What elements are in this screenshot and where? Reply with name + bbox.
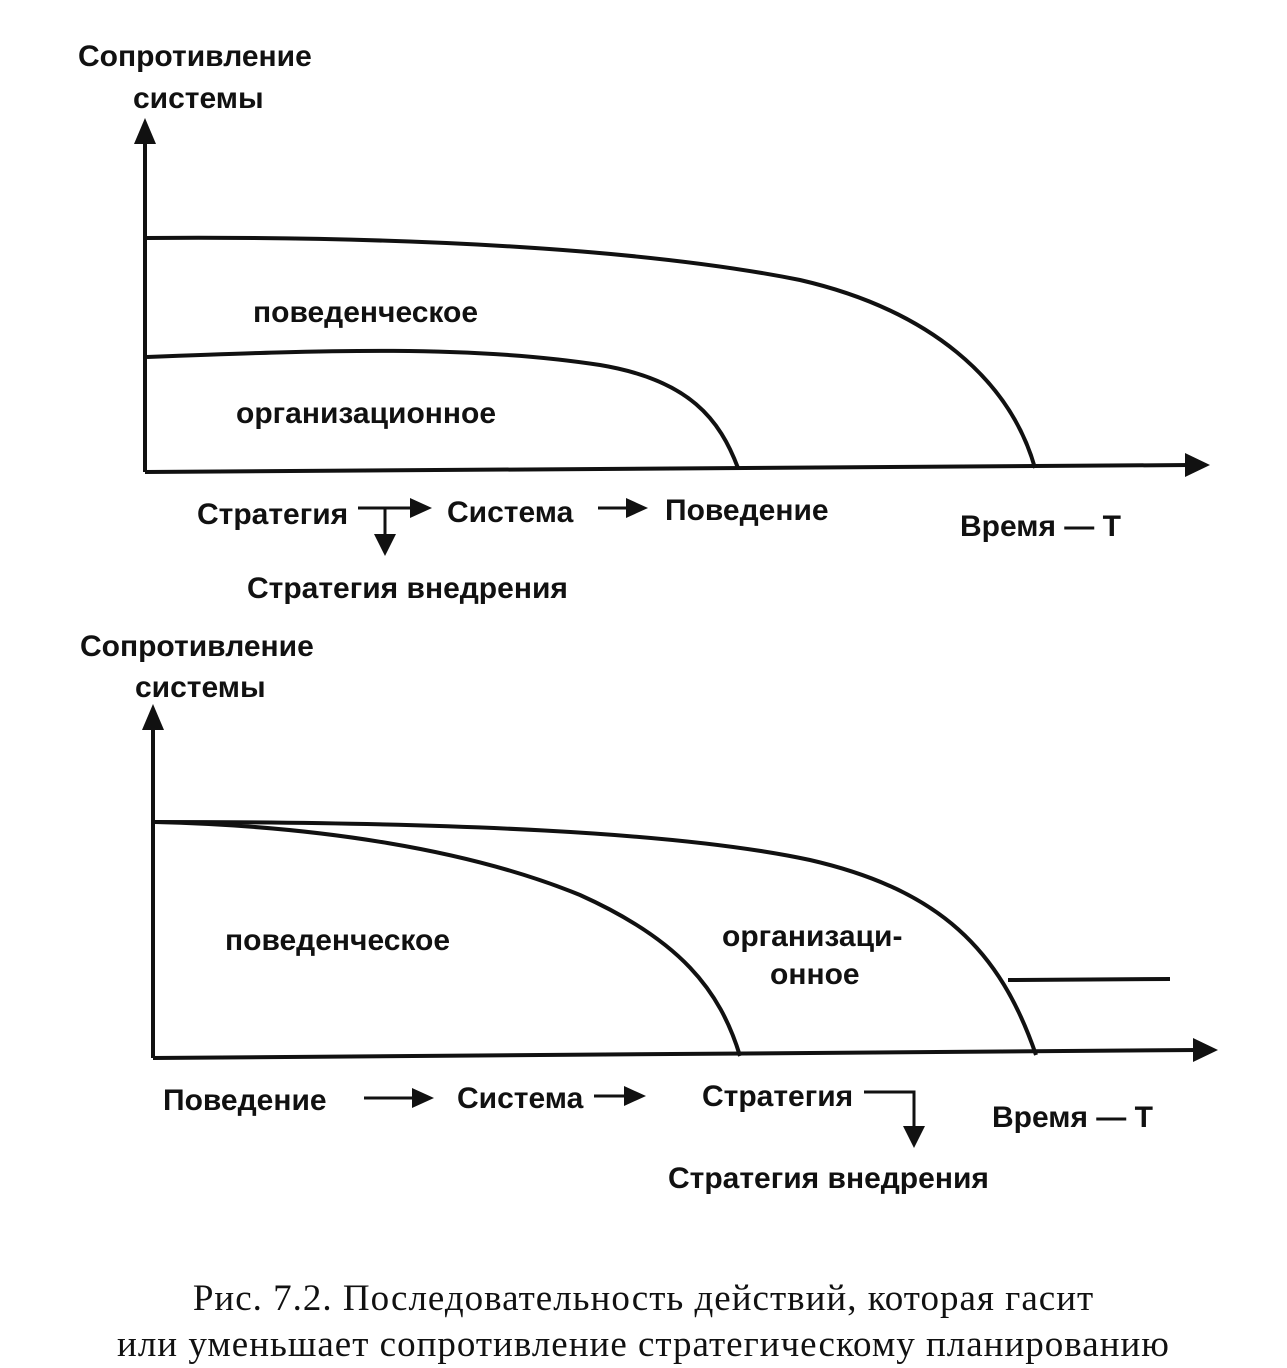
top-implementation-strategy-label: Стратегия внедрения [247,572,568,605]
bottom-x-axis [153,1050,1198,1058]
bottom-branch-connector [864,1092,914,1130]
bottom-sequence-step-2: Система [457,1082,584,1115]
top-x-axis-label: Время — Т [960,510,1121,543]
bottom-sequence-step-1: Поведение [163,1084,327,1117]
top-y-axis-label-line2: системы [133,82,264,115]
top-y-axis-label-line1: Сопротивление [78,40,312,73]
bottom-level-line [1008,979,1170,980]
figure-caption [0,1276,1287,1368]
bottom-behavioral-area-label: поведенческое [225,924,451,957]
bottom-panel [80,630,1218,1195]
bottom-implementation-strategy-label: Стратегия внедрения [668,1162,989,1195]
bottom-y-axis-arrowhead [142,704,164,730]
top-sequence-step-3: Поведение [665,494,829,527]
top-panel [78,40,1210,605]
bottom-x-axis-arrowhead [1193,1038,1218,1062]
caption-line-1: Рис. 7.2. Последовательность действий, которая гасит [192,1278,1095,1319]
top-x-axis-arrowhead [1185,453,1210,477]
top-branch-arrow [374,534,396,556]
bottom-organizational-area-label-line2: онное [770,958,860,991]
bottom-sequence-arrow-1 [412,1088,434,1108]
caption-line-2: или уменьшает сопротивление стратегическому планированию [117,1324,1170,1365]
top-sequence-step-2: Система [447,496,574,529]
top-sequence-arrow-2 [626,498,648,518]
bottom-x-axis-label: Время — Т [992,1101,1153,1134]
bottom-sequence-step-3: Стратегия [702,1080,854,1113]
bottom-organizational-area-label-line1: организаци- [722,920,903,953]
top-y-axis-arrowhead [134,118,156,144]
top-organizational-area-label: организационное [236,397,497,430]
top-sequence-arrow-1 [410,498,432,518]
bottom-sequence-arrow-2 [624,1086,646,1106]
top-behavioral-area-label: поведенческое [253,296,479,329]
top-sequence-step-1: Стратегия [197,498,349,531]
bottom-y-axis-label-line1: Сопротивление [80,630,314,663]
bottom-branch-arrow [903,1126,925,1148]
bottom-y-axis-label-line2: системы [135,671,266,704]
